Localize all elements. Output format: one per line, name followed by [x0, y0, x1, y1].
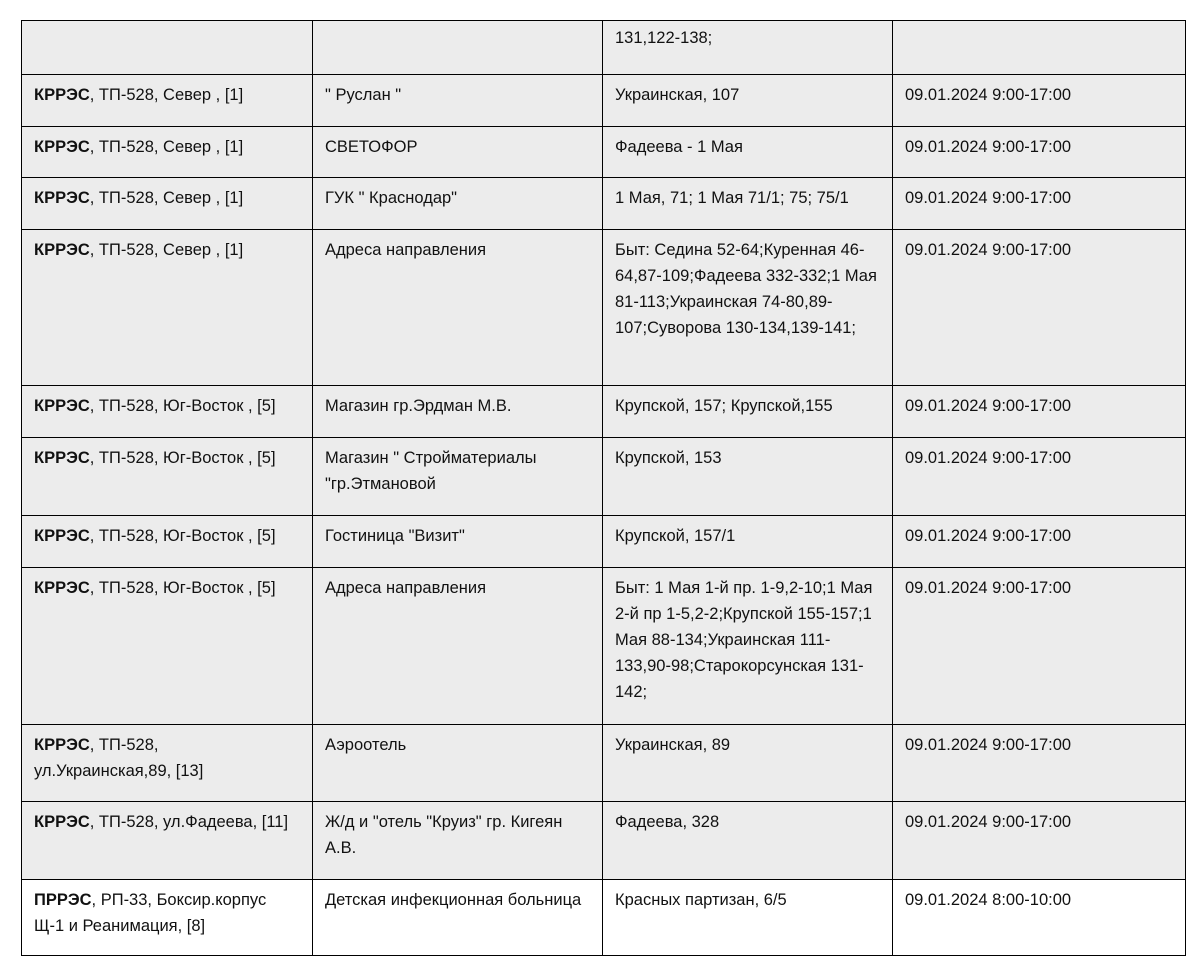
org-name: КРРЭС — [34, 138, 90, 156]
substation-location: , ТП-528, Север , [1] — [89, 86, 244, 104]
table-row — [22, 725, 1186, 802]
address-cell — [603, 516, 893, 568]
substation-location: , РП-33, Боксир.корпус Щ-1 и Реанимация, [8] — [34, 891, 267, 935]
address-text: Красных партизан, 6/5 — [615, 891, 787, 909]
object-cell — [313, 386, 603, 438]
outage-time: 09.01.2024 9:00-17:00 — [905, 579, 1072, 597]
outage-time: 09.01.2024 9:00-17:00 — [905, 449, 1072, 467]
table-row — [22, 880, 1186, 956]
address-text: Фадеева, 328 — [615, 813, 720, 831]
object-cell — [313, 568, 603, 725]
network-cell — [22, 438, 313, 516]
substation-location: , ТП-528, Юг-Восток , [5] — [89, 397, 276, 415]
time-cell — [893, 178, 1186, 230]
address-cell — [603, 880, 893, 956]
org-name: КРРЭС — [34, 813, 90, 831]
object-name: Гостиница "Визит" — [325, 527, 465, 545]
address-text: 131,122-138; — [615, 29, 713, 47]
time-cell — [893, 21, 1186, 75]
time-cell — [893, 127, 1186, 178]
table-row — [22, 178, 1186, 230]
outage-time: 09.01.2024 9:00-17:00 — [905, 138, 1072, 156]
network-cell — [22, 21, 313, 75]
table-row — [22, 516, 1186, 568]
time-cell — [893, 880, 1186, 956]
object-name: ГУК " Краснодар" — [325, 189, 458, 207]
address-text: 1 Мая, 71; 1 Мая 71/1; 75; 75/1 — [615, 189, 849, 207]
substation-location: , ТП-528, Север , [1] — [89, 241, 244, 259]
address-cell — [603, 725, 893, 802]
table-row — [22, 127, 1186, 178]
org-name: КРРЭС — [34, 579, 90, 597]
org-name: КРРЭС — [34, 736, 90, 754]
object-cell — [313, 880, 603, 956]
address-text: Фадеева - 1 Мая — [615, 138, 743, 156]
address-text: Быт: 1 Мая 1-й пр. 1-9,2-10;1 Мая 2-й пр 1-5,2-2;Крупской 155-157;1 Мая 88-134;Украинская 111-133,90-98;Старокорсунская 131-142; — [615, 579, 873, 701]
outage-time: 09.01.2024 9:00-17:00 — [905, 527, 1072, 545]
network-cell — [22, 178, 313, 230]
table-row — [22, 438, 1186, 516]
object-cell — [313, 438, 603, 516]
address-cell — [603, 438, 893, 516]
address-cell — [603, 568, 893, 725]
object-name: Детская инфекционная больница — [325, 891, 582, 909]
time-cell — [893, 438, 1186, 516]
network-cell — [22, 725, 313, 802]
outage-time: 09.01.2024 8:00-10:00 — [905, 891, 1072, 909]
org-name: КРРЭС — [34, 527, 90, 545]
address-text: Украинская, 107 — [615, 86, 740, 104]
org-name: КРРЭС — [34, 86, 90, 104]
table-row — [22, 802, 1186, 880]
object-cell — [313, 127, 603, 178]
outage-time: 09.01.2024 9:00-17:00 — [905, 189, 1072, 207]
object-cell — [313, 725, 603, 802]
substation-location: , ТП-528, Юг-Восток , [5] — [89, 449, 276, 467]
address-text: Крупской, 157; Крупской,155 — [615, 397, 833, 415]
table-row — [22, 386, 1186, 438]
network-cell — [22, 75, 313, 127]
object-cell — [313, 230, 603, 386]
network-cell — [22, 230, 313, 386]
address-cell — [603, 178, 893, 230]
time-cell — [893, 516, 1186, 568]
address-text: Быт: Седина 52-64;Куренная 46-64,87-109;Фадеева 332-332;1 Мая 81-113;Украинская 74-80,89-107;Суворова 130-134,139-141; — [615, 241, 877, 337]
outage-time: 09.01.2024 9:00-17:00 — [905, 86, 1072, 104]
address-cell — [603, 75, 893, 127]
object-name: Магазин " Стройматериалы "гр.Этмановой — [325, 449, 537, 493]
address-text: Украинская, 89 — [615, 736, 731, 754]
address-cell — [603, 230, 893, 386]
time-cell — [893, 75, 1186, 127]
object-name: СВЕТОФОР — [325, 138, 418, 156]
object-cell — [313, 21, 603, 75]
network-cell — [22, 127, 313, 178]
time-cell — [893, 802, 1186, 880]
network-cell — [22, 880, 313, 956]
network-cell — [22, 802, 313, 880]
substation-location: , ТП-528, ул.Фадеева, [11] — [89, 813, 289, 831]
org-name: КРРЭС — [34, 241, 90, 259]
network-cell — [22, 568, 313, 725]
network-cell — [22, 386, 313, 438]
org-name: КРРЭС — [34, 189, 90, 207]
substation-location: , ТП-528, Юг-Восток , [5] — [89, 527, 276, 545]
time-cell — [893, 725, 1186, 802]
table-row — [22, 21, 1186, 75]
object-cell — [313, 802, 603, 880]
object-name: Аэроотель — [325, 736, 407, 754]
outage-time: 09.01.2024 9:00-17:00 — [905, 736, 1072, 754]
substation-location: , ТП-528, Юг-Восток , [5] — [89, 579, 276, 597]
object-cell — [313, 178, 603, 230]
object-cell — [313, 75, 603, 127]
address-cell — [603, 127, 893, 178]
object-name: " Руслан " — [325, 86, 402, 104]
outage-time: 09.01.2024 9:00-17:00 — [905, 397, 1072, 415]
substation-location: , ТП-528, Север , [1] — [89, 138, 244, 156]
address-cell — [603, 802, 893, 880]
address-cell — [603, 21, 893, 75]
address-cell — [603, 386, 893, 438]
object-name: Адреса направления — [325, 579, 487, 597]
object-name: Ж/д и "отель "Круиз" гр. Кигеян А.В. — [325, 813, 563, 857]
substation-location: , ТП-528, ул.Украинская,89, [13] — [34, 736, 204, 780]
time-cell — [893, 568, 1186, 725]
object-name: Адреса направления — [325, 241, 487, 259]
org-name: ПРРЭС — [34, 891, 92, 909]
address-text: Крупской, 153 — [615, 449, 722, 467]
network-cell — [22, 516, 313, 568]
org-name: КРРЭС — [34, 397, 90, 415]
substation-location: , ТП-528, Север , [1] — [89, 189, 244, 207]
outage-time: 09.01.2024 9:00-17:00 — [905, 813, 1072, 831]
address-text: Крупской, 157/1 — [615, 527, 736, 545]
object-name: Магазин гр.Эрдман М.В. — [325, 397, 512, 415]
table-row — [22, 230, 1186, 386]
outage-table — [21, 20, 1186, 956]
object-cell — [313, 516, 603, 568]
time-cell — [893, 386, 1186, 438]
table-row — [22, 75, 1186, 127]
time-cell — [893, 230, 1186, 386]
outage-time: 09.01.2024 9:00-17:00 — [905, 241, 1072, 259]
org-name: КРРЭС — [34, 449, 90, 467]
table-row — [22, 568, 1186, 725]
